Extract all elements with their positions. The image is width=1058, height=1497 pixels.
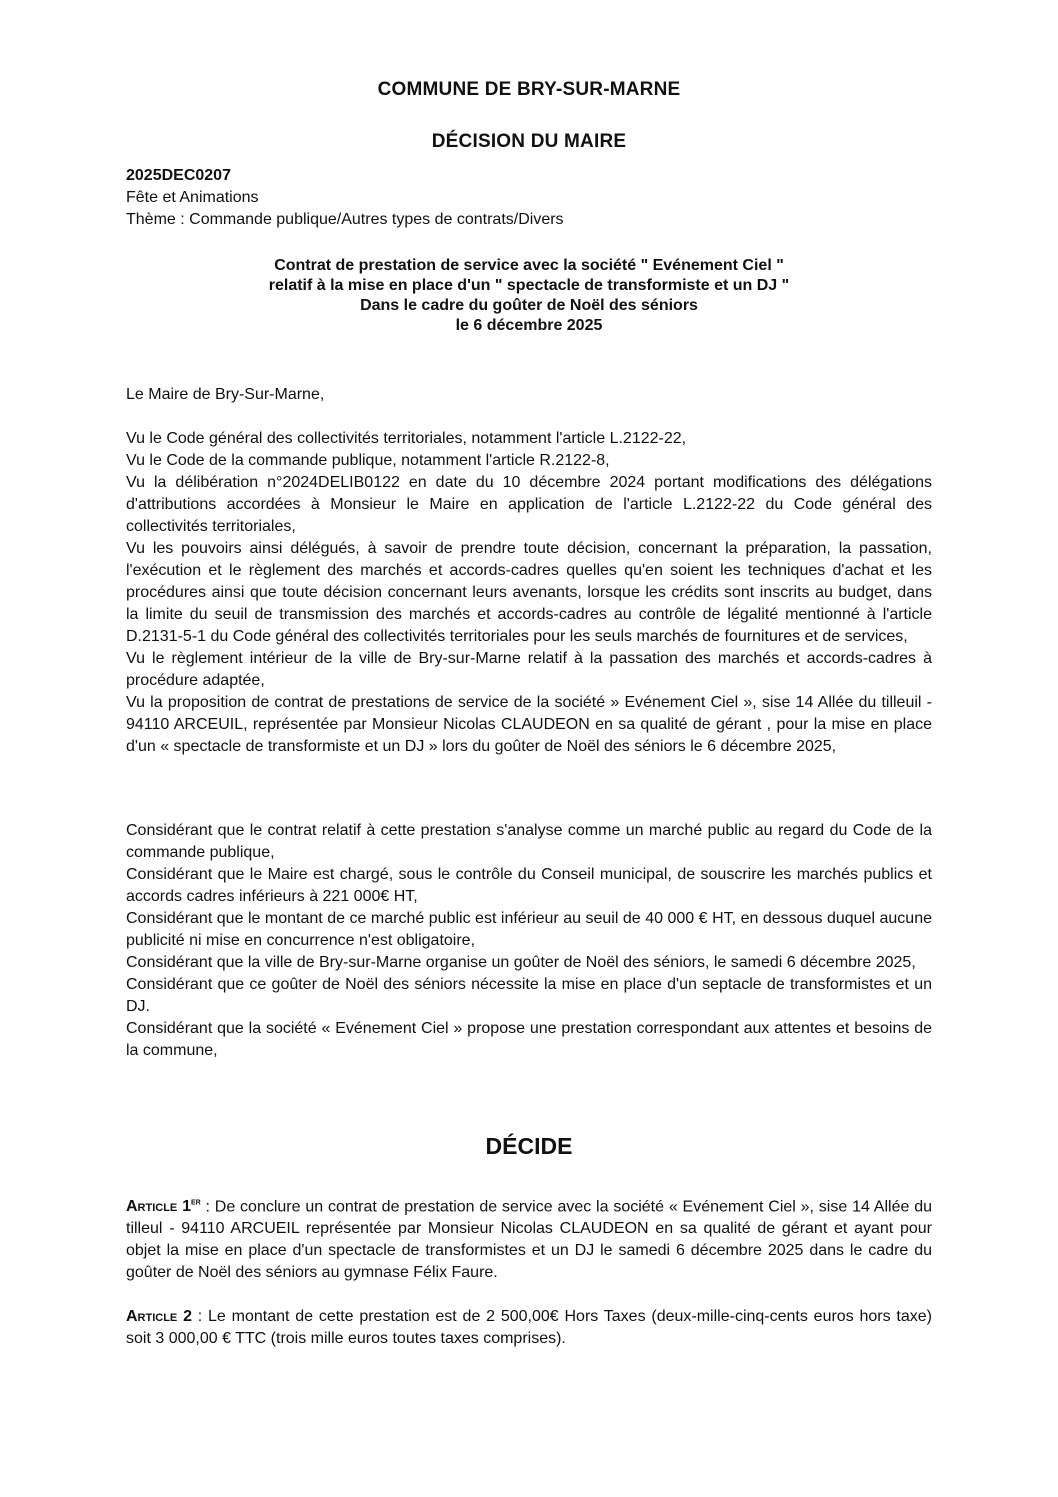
visa-paragraph: Vu le règlement intérieur de la ville de Bry-sur-Marne relatif à la passation des marchés et accords-cadres à procédure adaptée, xyxy=(126,650,932,689)
decide-heading: DÉCIDE xyxy=(485,1133,573,1159)
decision-reference: 2025DEC0207 xyxy=(126,167,231,184)
article-text: : Le montant de cette prestation est de 2 500,00€ Hors Taxes (deux-mille-cinq-cents euros hors taxe) soit 3 000,00 € TTC (trois mille euros toutes taxes comprises). xyxy=(126,1308,932,1348)
decision-meta xyxy=(126,165,564,231)
article-1 xyxy=(126,1192,932,1284)
subject-line: Contrat de prestation de service avec la société " Evénement Ciel " xyxy=(274,257,784,274)
considerant-paragraph: Considérant que le montant de ce marché public est inférieur au seuil de 40 000 € HT, en dessous duquel aucune publicité ni mise en concurrence n'est obligatoire, xyxy=(126,910,932,949)
decision-title: DÉCISION DU MAIRE xyxy=(431,131,627,152)
subject-line: Dans le cadre du goûter de Noël des séniors xyxy=(360,297,698,314)
considerant-paragraph: Considérant que le Maire est chargé, sous le contrôle du Conseil municipal, de souscrire les marchés publics et accords cadres inférieurs à 221 000€ HT, xyxy=(126,866,932,905)
visas-section xyxy=(126,428,932,758)
articles-section xyxy=(126,1192,932,1372)
decision-theme: Thème : Commande publique/Autres types de contrats/Divers xyxy=(126,211,564,228)
subject-line: relatif à la mise en place d'un " spectacle de transformiste et un DJ " xyxy=(268,277,790,294)
subject-line: le 6 décembre 2025 xyxy=(455,317,603,334)
decision-service: Fête et Animations xyxy=(126,189,259,206)
decision-subject xyxy=(0,256,1058,336)
article-superscript: er xyxy=(190,1197,201,1208)
considerant-paragraph: Considérant que la société « Evénement Ciel » propose une prestation correspondant aux attentes et besoins de la commune, xyxy=(126,1020,932,1059)
article-label: Article 2 xyxy=(126,1308,192,1326)
visa-paragraph: Vu la délibération n°2024DELIB0122 en date du 10 décembre 2024 portant modifications des délégations d'attributions accordées à Monsieur le Maire en application de l'article L.2122-22 du Code général des collectivités territoriales, xyxy=(126,474,932,535)
visa-paragraph: Vu le Code de la commande publique, notamment l'article R.2122-8, xyxy=(126,452,610,469)
article-text: : De conclure un contrat de prestation de service avec la société « Evénement Ciel », sise 14 Allée du tilleul - 94110 ARCUEIL représentée par Monsieur Nicolas CLAUDEON en sa qualité de gérant et ayant pour objet la mise en place d'un spectacle de transformistes et un DJ le samedi 6 décembre 2025 dans le cadre du goûter de Noël des séniors au gymnase Félix Faure. xyxy=(126,1198,932,1282)
article-label: Article 1er xyxy=(126,1197,201,1216)
visa-paragraph: Vu les pouvoirs ainsi délégués, à savoir de prendre toute décision, concernant la préparation, la passation, l'exécution et le règlement des marchés et accords-cadres quelles qu'en soient les techniques d'achat et les procédures ainsi que toute décision concernant leurs avenants, lorsque les crédits sont inscrits au budget, dans la limite du seuil de transmission des marchés et accords-cadres au contrôle de légalité mentionné à l'article D.2131-5-1 du Code général des collectivités territoriales pour les seuls marchés de fournitures et de services, xyxy=(126,540,932,645)
commune-heading: COMMUNE DE BRY-SUR-MARNE xyxy=(377,79,681,100)
visa-paragraph: Vu la proposition de contrat de prestations de service de la société » Evénement Ciel », sise 14 Allée du tilleuil - 94110 ARCEUIL, représentée par Monsieur Nicolas CLAUDEON en sa qualité de gérant , pour la mise en place d'un « spectacle de transformiste et un DJ » lors du goûter de Noël des séniors le 6 décembre 2025, xyxy=(126,694,932,755)
considerants-section xyxy=(126,820,932,1062)
intro-paragraph: Le Maire de Bry-Sur-Marne, xyxy=(126,386,325,403)
considerant-paragraph: Considérant que ce goûter de Noël des séniors nécessite la mise en place d'un septacle de transformistes et un DJ. xyxy=(126,976,932,1015)
considerant-paragraph: Considérant que la ville de Bry-sur-Marne organise un goûter de Noël des séniors, le samedi 6 décembre 2025, xyxy=(126,954,916,971)
article-2 xyxy=(126,1306,932,1350)
considerant-paragraph: Considérant que le contrat relatif à cette prestation s'analyse comme un marché public au regard du Code de la commande publique, xyxy=(126,822,932,861)
intro-section xyxy=(126,384,932,406)
visa-paragraph: Vu le Code général des collectivités territoriales, notamment l'article L.2122-22, xyxy=(126,430,687,447)
